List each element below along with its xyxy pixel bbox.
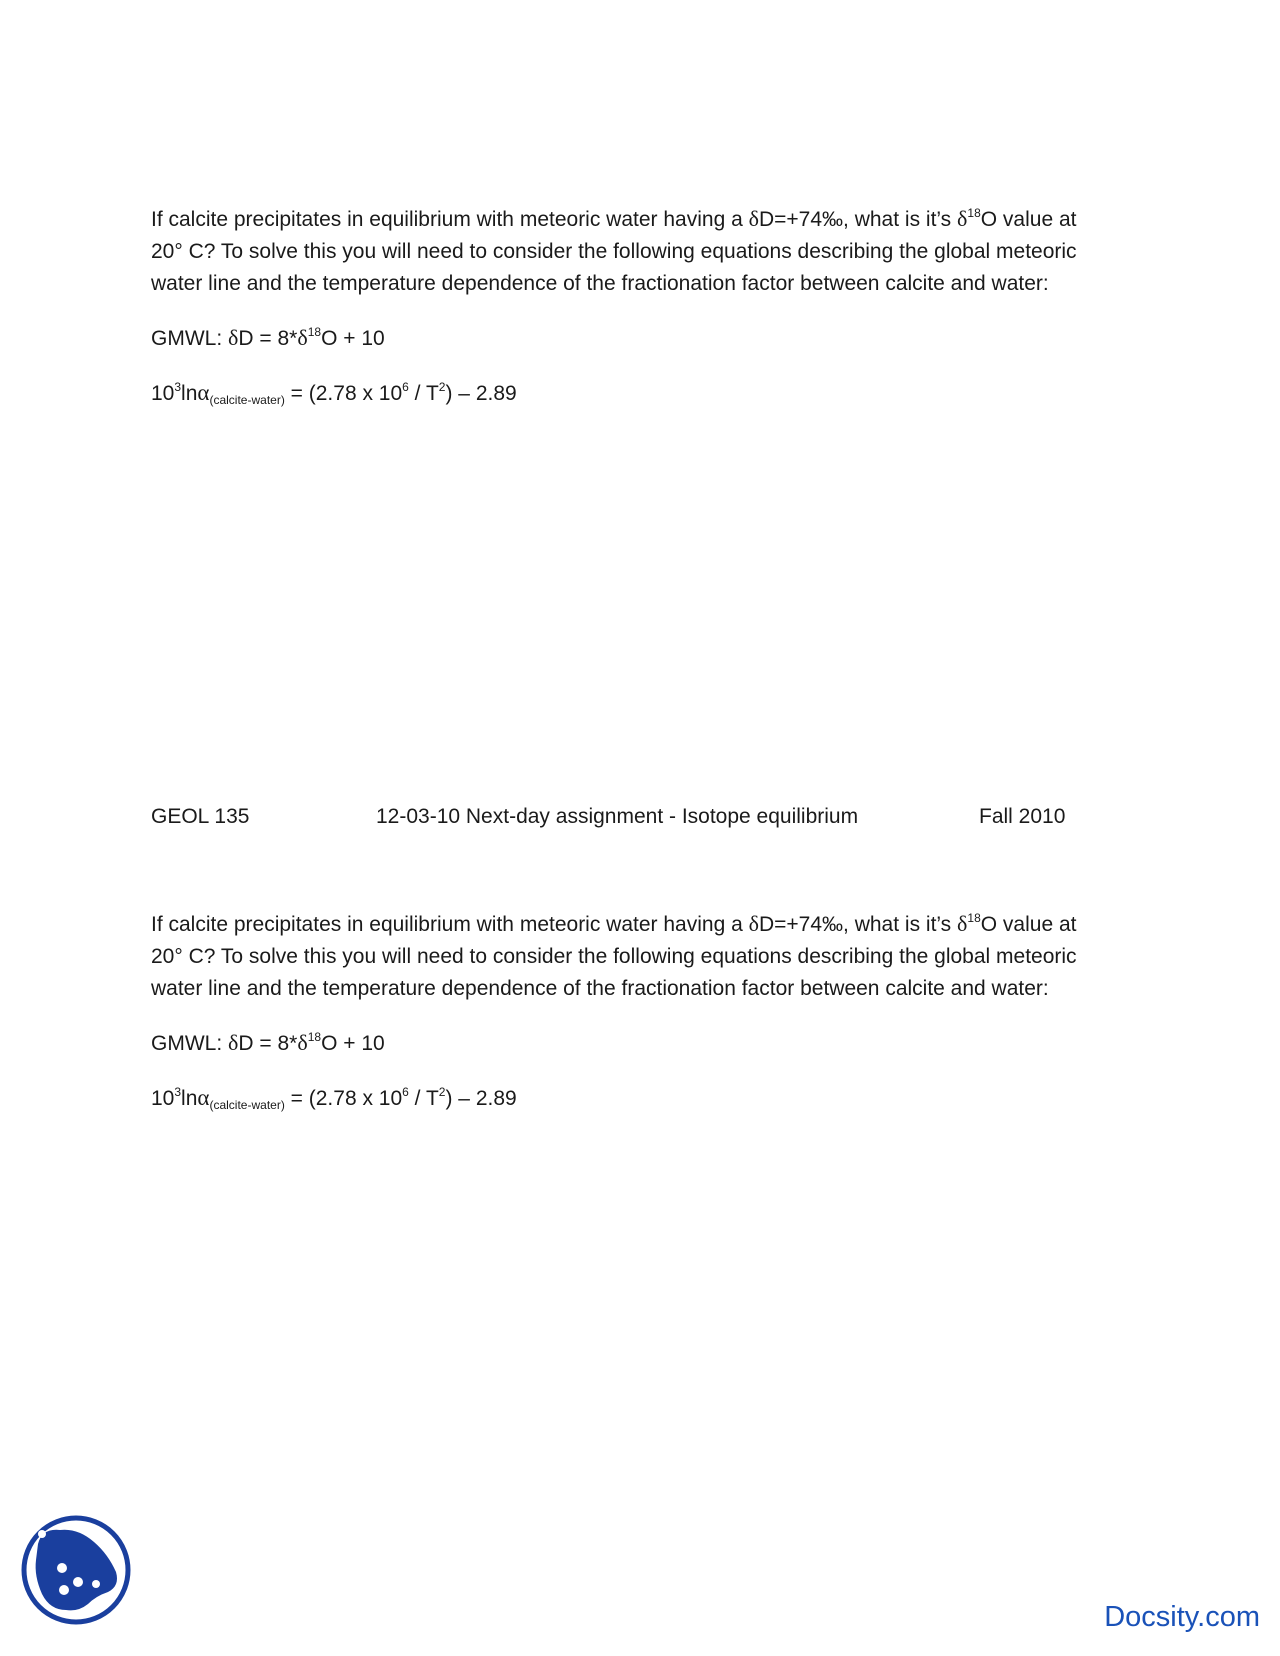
- fractionation-equation: $10^3\ln\alpha_{(calcite-water)} = (2.78$ x $10^6 / T^2) - 2.89$: [151, 380, 517, 407]
- docsity-brand-link[interactable]: Docsity.com: [1104, 1601, 1260, 1633]
- gmwl-equation: GMWL: $\delta D = 8*\delta^{18}O + 10$: [151, 325, 385, 350]
- fractionation-equation: $10^3\ln\alpha_{(calcite-water)} = (2.78$ x $10^6 / T^2) - 2.89$: [151, 1085, 517, 1112]
- alpha-symbol: α: [197, 1085, 210, 1110]
- assignment-header: [151, 801, 1111, 833]
- delta-symbol: δ: [748, 911, 759, 936]
- question-paragraph: If calcite precipitates in equilibrium with meteoric water having a δD=+74‰, what is it’s $\delta^{18}O$ value at 20° C? To solve this you will need to consider the following equations describing the global meteoric water line and the temperature dependence of the fractionation factor between calcite and water:: [151, 911, 1077, 1000]
- delta-symbol: δ: [957, 206, 968, 231]
- docsity-logo-icon: [20, 1514, 132, 1626]
- question-paragraph: If calcite precipitates in equilibrium with meteoric water having a δD=+74‰, what is it’s $\delta^{18}O$ value at 20° C? To solve this you will need to consider the following equations describing the global meteoric water line and the temperature dependence of the fractionation factor between calcite and water:: [151, 206, 1077, 295]
- course-code: GEOL 135: [151, 805, 250, 828]
- question-block-1: [151, 203, 1111, 410]
- term-label: Fall 2010: [979, 805, 1066, 828]
- question-block-2: [151, 908, 1111, 1115]
- assignment-title: 12-03-10 Next-day assignment - Isotope equilibrium: [376, 805, 859, 828]
- gmwl-equation: GMWL: $\delta D = 8*\delta^{18}O + 10$: [151, 1030, 385, 1055]
- delta-symbol: δ: [957, 911, 968, 936]
- delta-symbol: δ: [748, 206, 759, 231]
- alpha-symbol: α: [197, 380, 210, 405]
